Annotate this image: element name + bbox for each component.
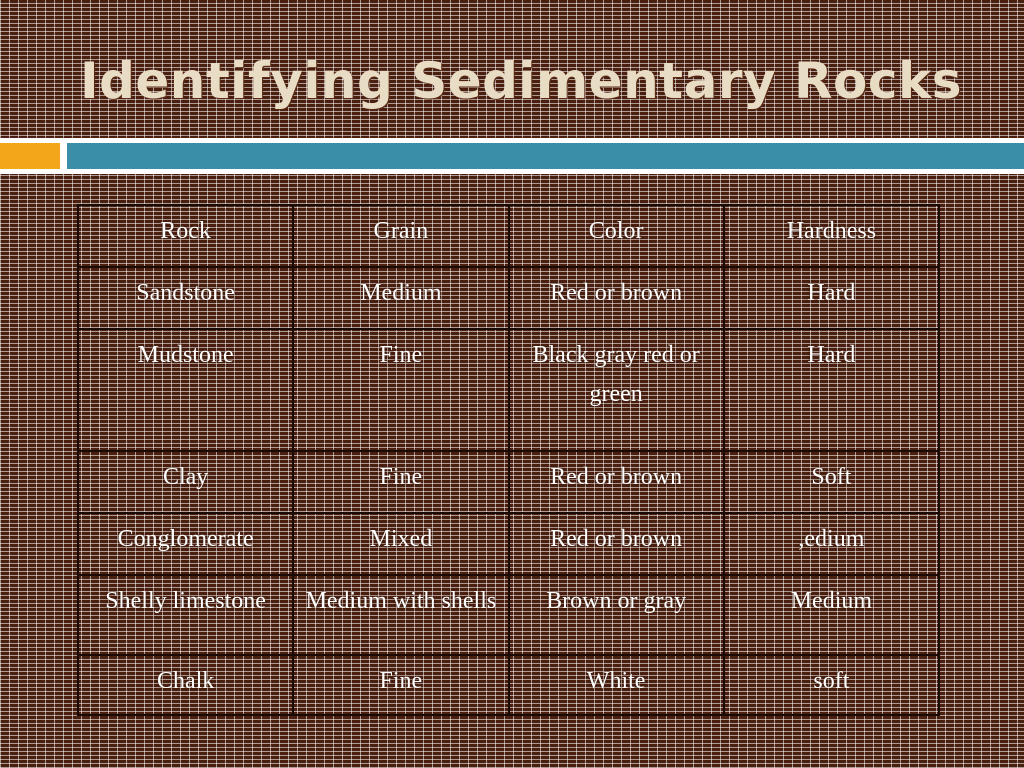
table-header-row xyxy=(78,205,939,267)
table-cell: Shelly limestone xyxy=(78,575,293,655)
header-cell: Grain xyxy=(293,205,508,267)
table-cell: Red or brown xyxy=(509,451,724,513)
table-cell: Soft xyxy=(724,451,939,513)
table-cell: Hard xyxy=(724,329,939,451)
table-cell: Red or brown xyxy=(509,267,724,329)
table-cell: White xyxy=(509,655,724,715)
table-row xyxy=(78,575,939,655)
table-cell: soft xyxy=(724,655,939,715)
table-cell: Medium xyxy=(293,267,508,329)
table-cell: Conglomerate xyxy=(78,513,293,575)
table-cell: Clay xyxy=(78,451,293,513)
table-cell: Red or brown xyxy=(509,513,724,575)
table-cell: Fine xyxy=(293,329,508,451)
table-cell: Fine xyxy=(293,451,508,513)
table-cell: Mudstone xyxy=(78,329,293,451)
table-cell: Fine xyxy=(293,655,508,715)
header-cell: Hardness xyxy=(724,205,939,267)
table-cell: Hard xyxy=(724,267,939,329)
table-cell: Medium with shells xyxy=(293,575,508,655)
table-cell: Black gray red or green xyxy=(509,329,724,451)
table-row xyxy=(78,513,939,575)
table-cell: Mixed xyxy=(293,513,508,575)
table-cell: Brown or gray xyxy=(509,575,724,655)
table-row xyxy=(78,267,939,329)
table-row xyxy=(78,329,939,451)
rock-table xyxy=(77,204,940,716)
accent-bar-teal xyxy=(67,143,1024,169)
header-cell: Color xyxy=(509,205,724,267)
slide-title: Identifying Sedimentary Rocks xyxy=(80,52,962,110)
table-cell: ,edium xyxy=(724,513,939,575)
table-cell: Medium xyxy=(724,575,939,655)
table-cell: Sandstone xyxy=(78,267,293,329)
table-row xyxy=(78,655,939,715)
table-cell: Chalk xyxy=(78,655,293,715)
header-cell: Rock xyxy=(78,205,293,267)
accent-bar-orange xyxy=(0,143,60,169)
table-row xyxy=(78,451,939,513)
